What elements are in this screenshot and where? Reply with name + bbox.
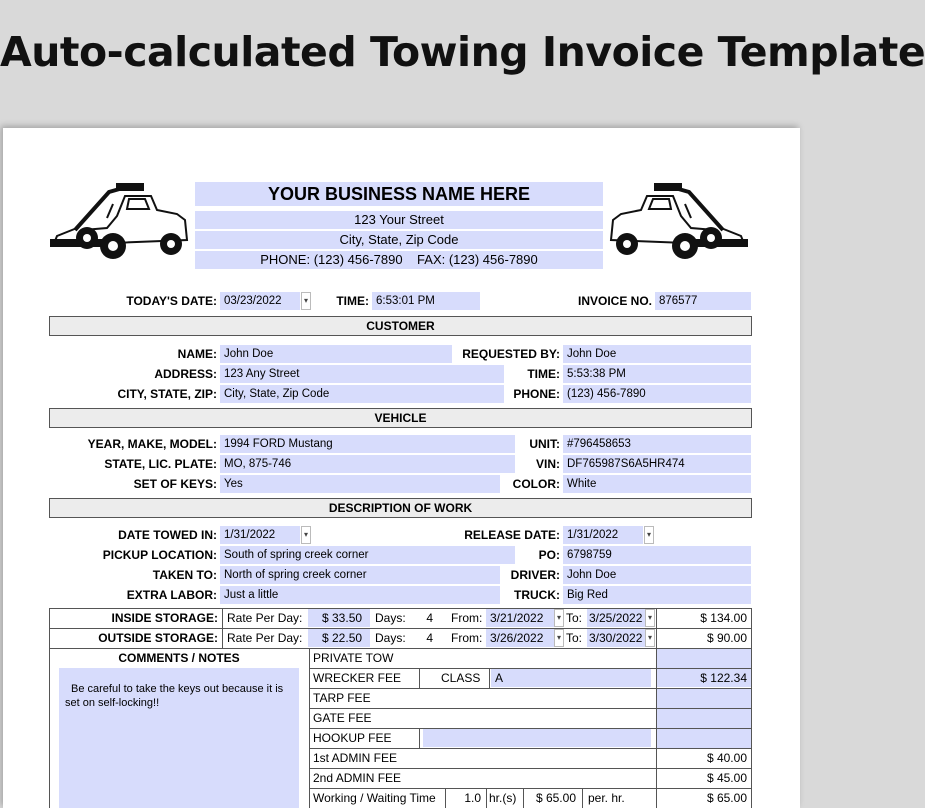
comments-text: Be careful to take the keys out because it is set on self-locking!! <box>65 683 284 709</box>
gate-fee-label: GATE FEE <box>313 711 372 725</box>
truck-label: TRUCK: <box>514 588 560 602</box>
driver-field[interactable]: John Doe <box>563 566 751 584</box>
from-label: From: <box>451 611 483 625</box>
todays-date-label: TODAY'S DATE: <box>126 294 217 308</box>
driver-label: DRIVER: <box>510 568 560 582</box>
unit-label: UNIT: <box>529 437 560 451</box>
truck-field[interactable]: Big Red <box>563 586 751 604</box>
rate-divider <box>523 788 524 808</box>
requested-by-field[interactable]: John Doe <box>563 345 751 363</box>
customer-phone-field[interactable]: (123) 456-7890 <box>563 385 751 403</box>
from-label: From: <box>451 631 483 645</box>
wrecker-fee-total: $ 122.34 <box>657 669 751 687</box>
business-name[interactable]: YOUR BUSINESS NAME HERE <box>195 182 603 206</box>
invoice-no-label: INVOICE NO. <box>577 294 652 308</box>
storage-total-field: $ 90.00 <box>706 631 747 645</box>
customer-name-label: NAME: <box>177 347 217 361</box>
customer-address-field[interactable]: 123 Any Street <box>220 365 504 383</box>
tarp-fee-total[interactable] <box>657 689 751 708</box>
admin1-fee-label: 1st ADMIN FEE <box>313 751 398 765</box>
todays-date-dropdown-icon[interactable]: ▾ <box>301 292 311 310</box>
storage-to-field[interactable]: 3/30/2022 <box>587 629 645 647</box>
ymm-field[interactable]: 1994 FORD Mustang <box>220 435 515 453</box>
taken-to-field[interactable]: North of spring creek corner <box>220 566 500 584</box>
hookup-fee-label: HOOKUP FEE <box>313 731 392 745</box>
time-field[interactable]: 6:53:01 PM <box>372 292 480 310</box>
banner-title: Auto-calculated Towing Invoice Template <box>0 28 925 76</box>
hookup-fee-total[interactable] <box>657 729 751 748</box>
business-street[interactable]: 123 Your Street <box>195 211 603 229</box>
date-towed-dropdown-icon[interactable]: ▾ <box>301 526 311 544</box>
tow-truck-left-icon <box>47 182 193 266</box>
customer-csz-label: CITY, STATE, ZIP: <box>117 387 217 401</box>
from-dropdown-icon[interactable]: ▾ <box>554 609 564 627</box>
customer-time-label: TIME: <box>527 367 560 381</box>
unit-field[interactable]: #796458653 <box>563 435 751 453</box>
storage-divider-1 <box>222 608 223 648</box>
time-label: TIME: <box>336 294 369 308</box>
storage-rate-field[interactable]: $ 22.50 <box>308 629 370 647</box>
plate-label: STATE, LIC. PLATE: <box>104 457 217 471</box>
hours-unit-label: hr.(s) <box>489 791 517 805</box>
waiting-time-label: Working / Waiting Time <box>313 791 436 805</box>
storage-row-label: OUTSIDE STORAGE: <box>98 631 218 645</box>
keys-label: SET OF KEYS: <box>133 477 217 491</box>
tarp-fee-label: TARP FEE <box>313 691 371 705</box>
private-tow-total[interactable] <box>657 649 751 668</box>
work-section-header: DESCRIPTION OF WORK <box>49 498 752 518</box>
ymm-label: YEAR, MAKE, MODEL: <box>87 437 217 451</box>
vehicle-section-header: VEHICLE <box>49 408 752 428</box>
todays-date-field[interactable]: 03/23/2022 <box>220 292 300 310</box>
admin1-fee-total: $ 40.00 <box>706 751 747 765</box>
class-label: CLASS <box>441 671 481 685</box>
hours-divider <box>486 788 487 808</box>
hours-field[interactable]: 1.0 <box>464 791 481 805</box>
color-field[interactable]: White <box>563 475 751 493</box>
rate-per-day-label: Rate Per Day: <box>227 611 303 625</box>
customer-csz-field[interactable]: City, State, Zip Code <box>220 385 504 403</box>
days-label: Days: <box>375 631 406 645</box>
admin2-fee-label: 2nd ADMIN FEE <box>313 771 402 785</box>
release-date-field[interactable]: 1/31/2022 <box>563 526 643 544</box>
class-field[interactable]: A <box>491 669 651 687</box>
waiting-time-total: $ 65.00 <box>706 791 747 805</box>
requested-by-label: REQUESTED BY: <box>462 347 560 361</box>
vin-label: VIN: <box>536 457 560 471</box>
hourly-rate-field[interactable]: $ 65.00 <box>535 791 576 805</box>
days-label: Days: <box>375 611 406 625</box>
rate-per-day-label: Rate Per Day: <box>227 631 303 645</box>
business-city[interactable]: City, State, Zip Code <box>195 231 603 249</box>
customer-name-field[interactable]: John Doe <box>220 345 452 363</box>
table-left-border <box>49 608 50 808</box>
to-label: To: <box>566 611 583 625</box>
customer-time-field[interactable]: 5:53:38 PM <box>563 365 751 383</box>
plate-field[interactable]: MO, 875-746 <box>220 455 515 473</box>
waiting-divider <box>445 788 446 808</box>
comments-title: COMMENTS / NOTES <box>118 651 240 665</box>
storage-from-field[interactable]: 3/26/2022 <box>486 629 554 647</box>
customer-section-header: CUSTOMER <box>49 316 752 336</box>
customer-phone-label: PHONE: <box>513 387 560 401</box>
tow-truck-right-icon <box>605 182 751 266</box>
po-label: PO: <box>538 548 560 562</box>
pickup-field[interactable]: South of spring creek corner <box>220 546 515 564</box>
extra-labor-label: EXTRA LABOR: <box>126 588 217 602</box>
to-dropdown-icon[interactable]: ▾ <box>645 629 655 647</box>
storage-total-field: $ 134.00 <box>700 611 747 625</box>
pickup-label: PICKUP LOCATION: <box>102 548 217 562</box>
customer-address-label: ADDRESS: <box>154 367 217 381</box>
invoice-sheet <box>3 128 800 808</box>
storage-from-field[interactable]: 3/21/2022 <box>486 609 554 627</box>
from-dropdown-icon[interactable]: ▾ <box>554 629 564 647</box>
extra-labor-field[interactable]: Just a little <box>220 586 500 604</box>
storage-row-label: INSIDE STORAGE: <box>111 611 218 625</box>
storage-days-field[interactable]: 4 <box>426 631 433 645</box>
to-label: To: <box>566 631 583 645</box>
invoice-no-field[interactable]: 876577 <box>655 292 751 310</box>
color-label: COLOR: <box>512 477 560 491</box>
class-divider <box>489 668 490 688</box>
private-tow-label: PRIVATE TOW <box>313 651 394 665</box>
hookup-fee-field[interactable] <box>423 729 651 747</box>
release-date-label: RELEASE DATE: <box>464 528 560 542</box>
taken-to-label: TAKEN TO: <box>152 568 217 582</box>
wrecker-fee-label: WRECKER FEE <box>313 671 402 685</box>
hookup-divider <box>419 728 420 748</box>
comments-textarea[interactable] <box>59 668 299 808</box>
vin-field[interactable]: DF765987S6A5HR474 <box>563 455 751 473</box>
per-divider <box>582 788 583 808</box>
business-contact[interactable]: PHONE: (123) 456-7890 FAX: (123) 456-7890 <box>195 251 603 269</box>
date-towed-field[interactable]: 1/31/2022 <box>220 526 300 544</box>
po-field[interactable]: 6798759 <box>563 546 751 564</box>
date-towed-label: DATE TOWED IN: <box>118 528 217 542</box>
to-dropdown-icon[interactable]: ▾ <box>645 609 655 627</box>
release-date-dropdown-icon[interactable]: ▾ <box>644 526 654 544</box>
wrecker-divider <box>419 668 420 688</box>
keys-field[interactable]: Yes <box>220 475 500 493</box>
admin2-fee-total: $ 45.00 <box>706 771 747 785</box>
storage-days-field[interactable]: 4 <box>426 611 433 625</box>
storage-to-field[interactable]: 3/25/2022 <box>587 609 645 627</box>
storage-rate-field[interactable]: $ 33.50 <box>308 609 370 627</box>
gate-fee-total[interactable] <box>657 709 751 728</box>
per-hour-label: per. hr. <box>588 791 625 805</box>
